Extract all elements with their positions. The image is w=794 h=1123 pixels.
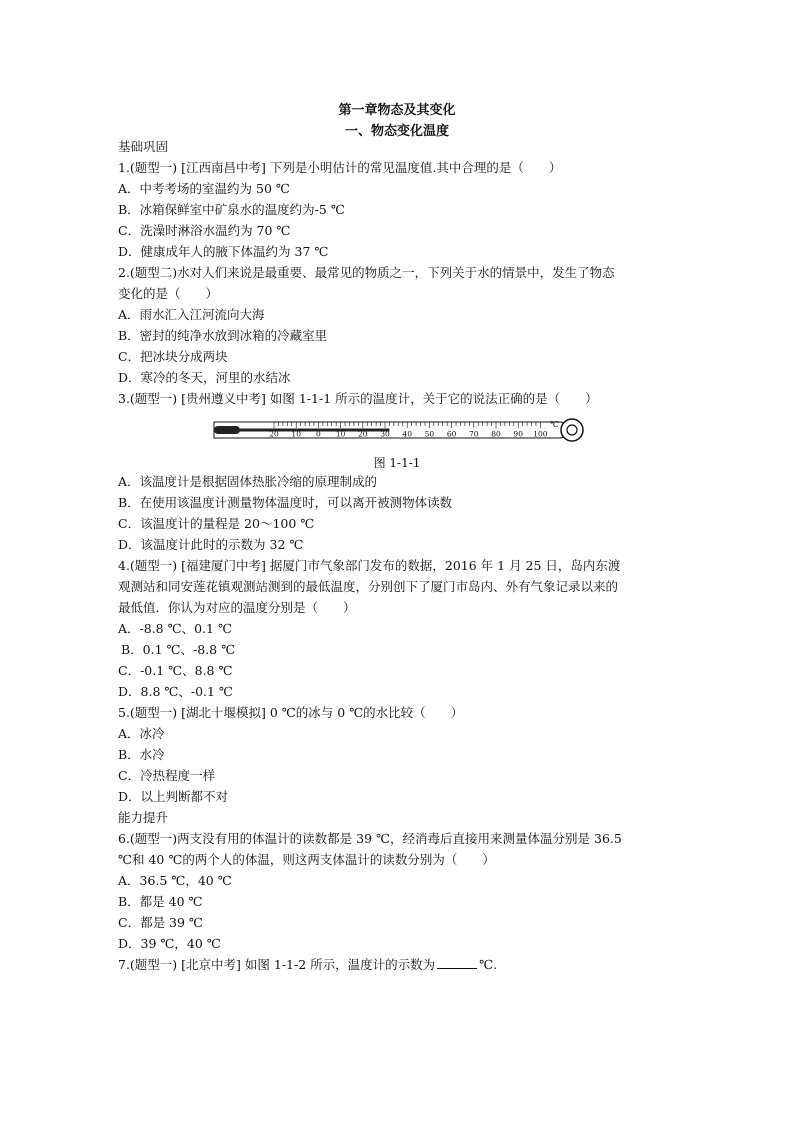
q4-option-b: B．0.1 ℃、-8.8 ℃ (121, 642, 236, 657)
scale-label: 20 (269, 429, 279, 439)
q5-stem: 5.(题型一) [湖北十堰模拟] 0 ℃的冰与 0 ℃的水比较（ ） (118, 705, 464, 720)
q2-option-b: B．密封的纯净水放到冰箱的冷藏室里 (118, 328, 328, 343)
figure-caption: 图 1-1-1 (373, 456, 421, 470)
scale-label: 50 (424, 429, 435, 439)
basic-heading: 基础巩固 (118, 139, 169, 154)
scale-label: 0 (316, 429, 321, 439)
unit-label: ℃ (550, 420, 559, 429)
q6-option-a: A．36.5 ℃，40 ℃ (118, 873, 232, 888)
scale-label: 100 (533, 429, 548, 439)
q3-option-b: B．在使用该温度计测量物体温度时，可以离开被测物体读数 (118, 495, 453, 510)
scale-label: 70 (469, 429, 479, 439)
scale-label: 30 (380, 429, 390, 439)
q6-stem-line1: 6.(题型一)两支没有用的体温计的读数都是 39 ℃，经消毒后直接用来测量体温分别是 36.5 (118, 831, 622, 846)
q1-stem: 1.(题型一) [江西南昌中考] 下列是小明估计的常见温度值.其中合理的是（ ） (118, 160, 562, 175)
q4-option-a: A．-8.8 ℃、0.1 ℃ (118, 621, 232, 636)
answer-blank[interactable] (437, 956, 477, 969)
scale-label: 40 (402, 429, 412, 439)
q2-option-c: C．把冰块分成两块 (118, 349, 228, 364)
thermometer-bulb (214, 426, 240, 434)
q6-stem-line2: ℃和 40 ℃的两个人的体温，则这两支体温计的读数分别为（ ） (118, 852, 495, 867)
q2-option-a: A．雨水汇入江河流向大海 (118, 307, 265, 322)
chapter-title: 第一章物态及其变化 (338, 103, 456, 118)
thermometer-ring-inner (567, 425, 577, 435)
scale-label: 80 (491, 429, 501, 439)
scale-label: 20 (358, 429, 368, 439)
scale-label: 60 (446, 429, 457, 439)
q6-option-b: B．都是 40 ℃ (118, 894, 203, 909)
q5-option-c: C．冷热程度一样 (118, 768, 216, 783)
q5-option-a: A．冰冷 (118, 726, 165, 741)
q1-option-b: B．冰箱保鲜室中矿泉水的温度约为-5 ℃ (118, 202, 345, 217)
q5-option-b: B．水冷 (118, 747, 165, 762)
thermometer-figure (210, 416, 586, 444)
q4-option-d: D．8.8 ℃、-0.1 ℃ (118, 684, 233, 699)
q2-stem-line2: 变化的是（ ） (118, 286, 219, 301)
q7-stem-unit: ℃. (479, 957, 498, 972)
q1-option-c: C．洗澡时淋浴水温约为 70 ℃ (118, 223, 291, 238)
advanced-heading: 能力提升 (118, 810, 169, 825)
q3-option-a: A．该温度计是根据固体热胀冷缩的原理制成的 (118, 474, 378, 489)
q3-option-d: D．该温度计此时的示数为 32 ℃ (118, 537, 304, 552)
q2-option-d: D．寒冷的冬天，河里的水结冰 (118, 370, 291, 385)
q4-option-c: C．-0.1 ℃、8.8 ℃ (118, 663, 233, 678)
q7-stem-text: 7.(题型一) [北京中考] 如图 1-1-2 所示，温度计的示数为 (118, 957, 436, 972)
q1-option-d: D．健康成年人的腋下体温约为 37 ℃ (118, 244, 329, 259)
q4-stem-line2: 观测站和同安莲花镇观测站测到的最低温度，分别创下了厦门市岛内、外有气象记录以来的 (118, 579, 619, 594)
q6-option-d: D．39 ℃，40 ℃ (118, 936, 221, 951)
section-title: 一、物态变化温度 (344, 124, 449, 139)
q6-option-c: C．都是 39 ℃ (118, 915, 203, 930)
q3-stem: 3.(题型一) [贵州遵义中考] 如图 1-1-1 所示的温度计，关于它的说法正确的是（ ） (118, 391, 598, 406)
q7-stem (118, 955, 678, 975)
scale-label: 90 (513, 429, 523, 439)
q2-stem-line1: 2.(题型二)水对人们来说是最重要、最常见的物质之一，下列关于水的情景中，发生了物态 (118, 265, 615, 280)
q3-option-c: C．该温度计的量程是 20～100 ℃ (118, 516, 315, 531)
q4-stem-line3: 最低值．你认为对应的温度分别是（ ） (118, 600, 356, 615)
scale-label: 10 (291, 429, 301, 439)
q4-stem-line1: 4.(题型一) [福建厦门中考] 据厦门市气象部门发布的数据，2016 年 1 月 25 日，岛内东渡 (118, 558, 621, 573)
scale-label: 10 (335, 429, 346, 439)
q5-option-d: D．以上判断都不对 (118, 789, 229, 804)
q1-option-a: A．中考考场的室温约为 50 ℃ (118, 181, 290, 196)
